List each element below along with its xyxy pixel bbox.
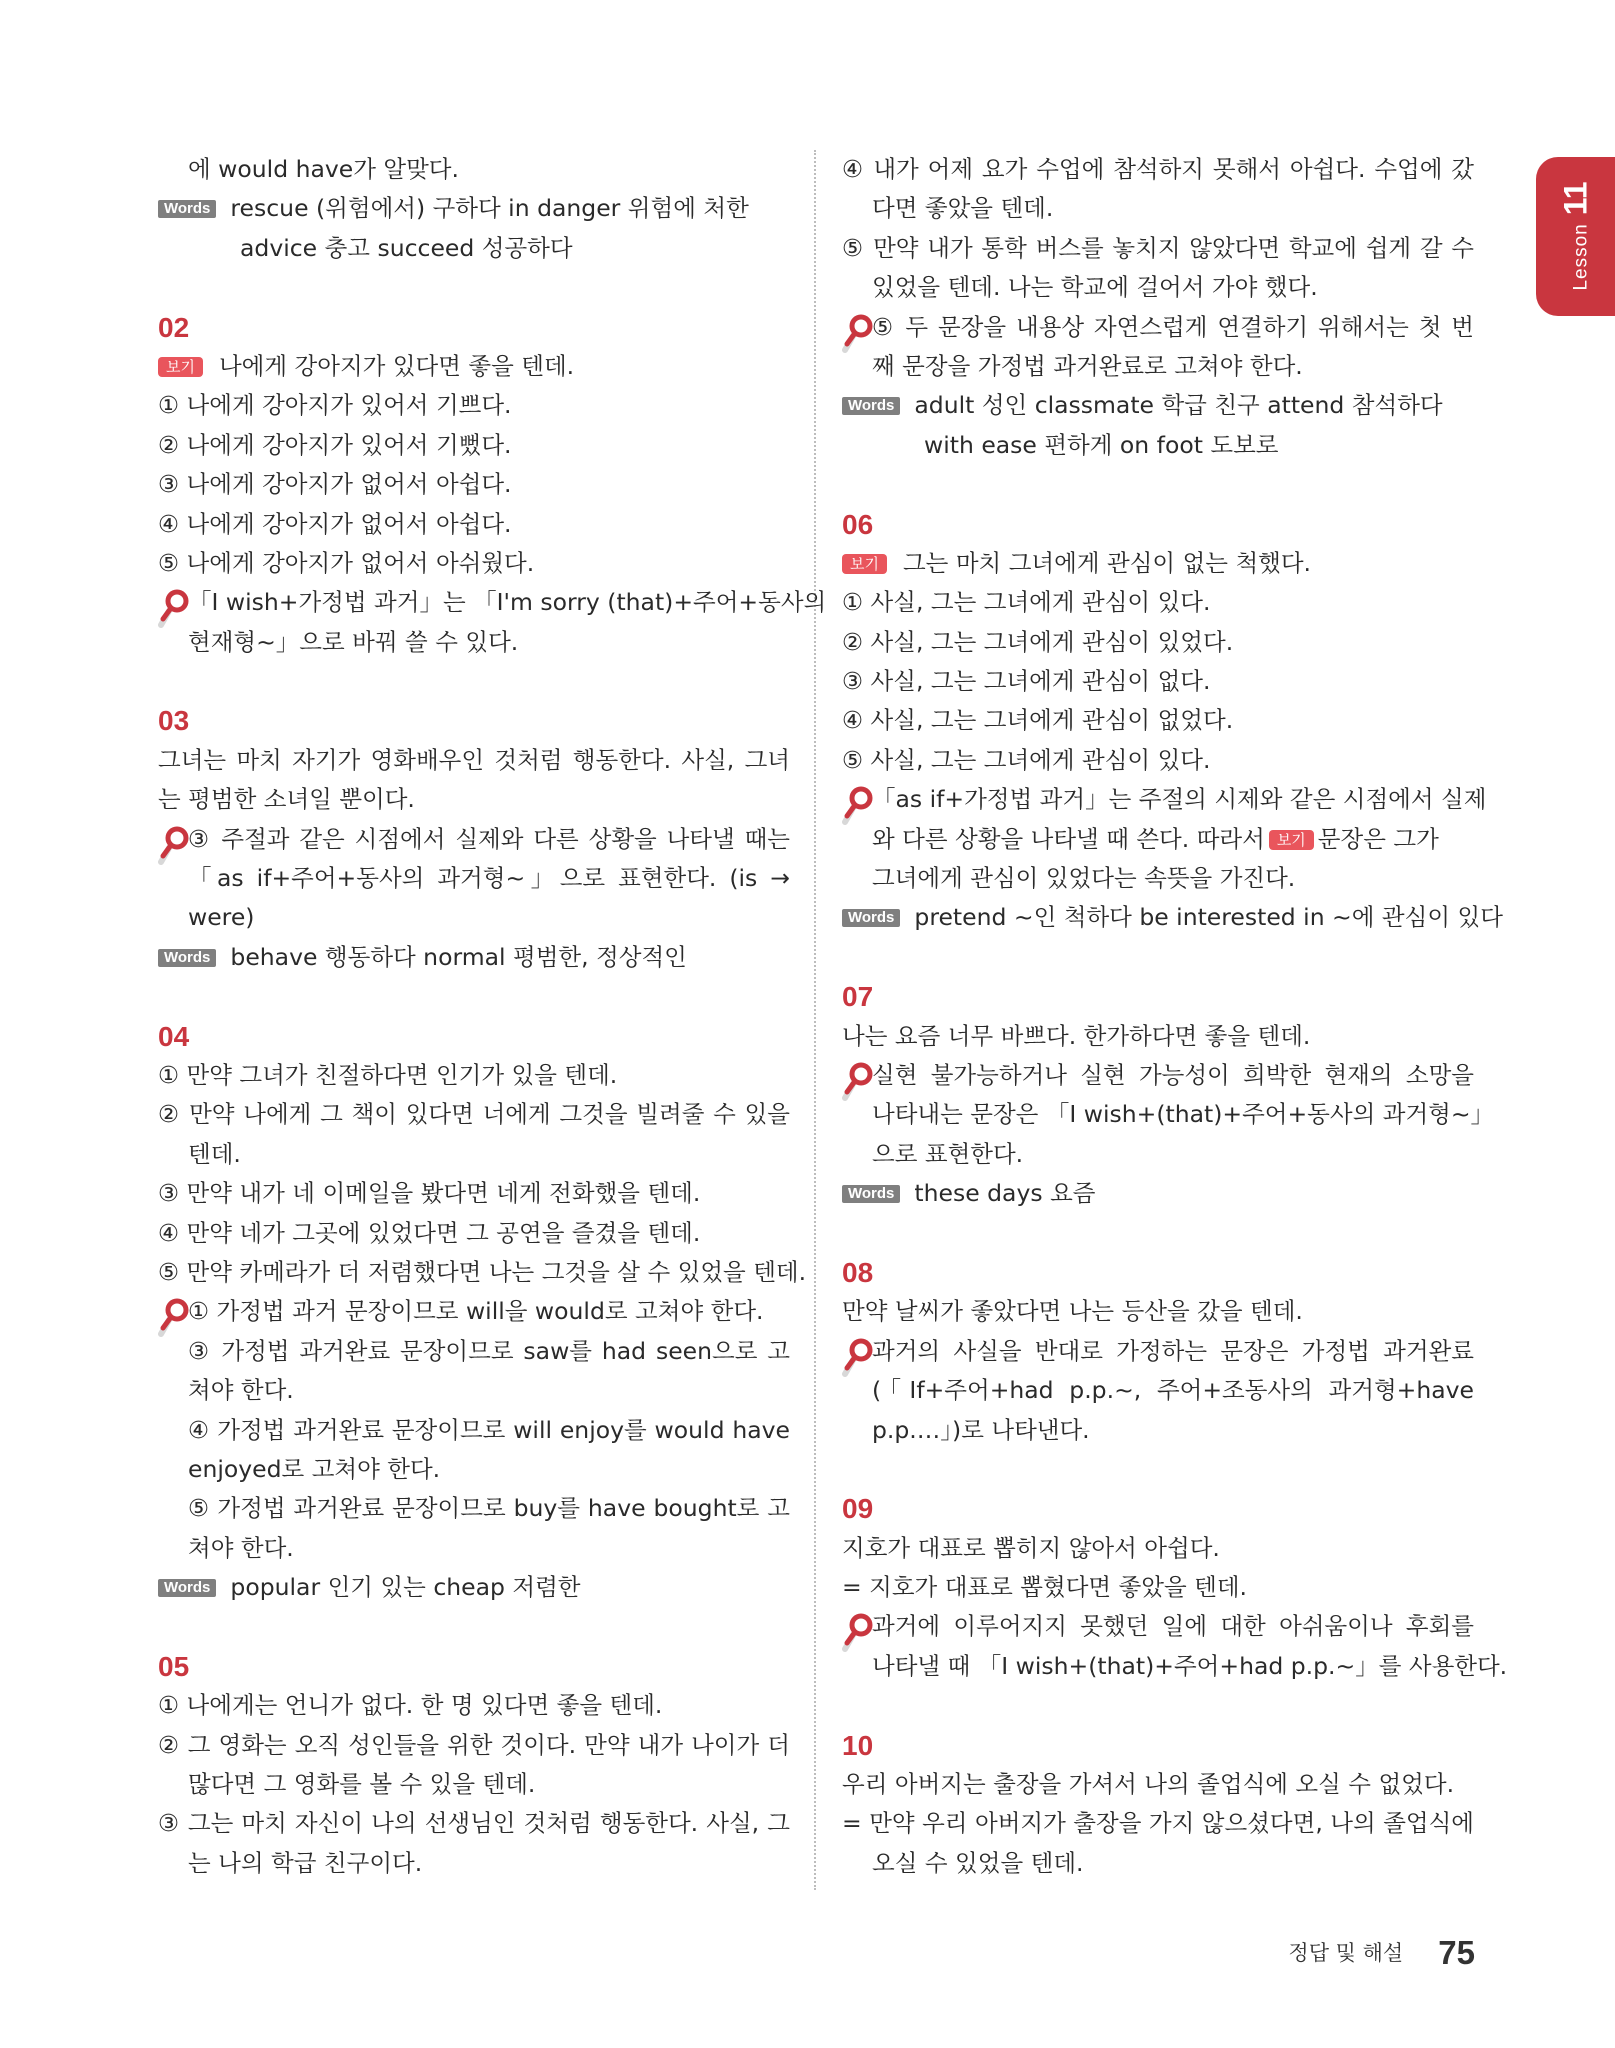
question-number <box>842 1253 1474 1292</box>
question-number-text: 06 <box>842 508 874 540</box>
section-gap <box>158 662 790 701</box>
text-line: 현재형~」으로 바꿔 쓸 수 있다. <box>188 627 519 656</box>
text-line: 는 평범한 소녀일 뿐이다. <box>158 785 415 814</box>
key-point-line <box>158 1292 790 1331</box>
text-line: 그녀는 마치 자기가 영화배우인 것처럼 행동한다. 사실, 그녀 <box>158 745 790 774</box>
text-line: ⑤ 만약 카메라가 더 저렴했다면 나는 그것을 살 수 있었을 텐데. <box>158 1257 807 1286</box>
question-number <box>158 1017 790 1056</box>
vocabulary-text: pretend ~인 척하다 be interested in ~에 관심이 있다 <box>914 903 1503 932</box>
key-point-line <box>158 583 827 622</box>
question-number-text: 07 <box>842 981 874 1013</box>
question-number <box>158 701 790 740</box>
explanation-line <box>842 820 1474 859</box>
words-badge: Words <box>158 200 216 218</box>
example-badge: 보기 <box>1269 830 1314 850</box>
question-number-text: 05 <box>158 1650 190 1682</box>
text-line: ① 나에게 강아지가 있어서 기쁘다. <box>158 391 512 420</box>
text-line: (「If+주어+had p.p.~, 주어+조동사의 과거형+have <box>872 1376 1474 1405</box>
lesson-word: Lesson <box>1570 223 1592 291</box>
text-line: ② 만약 나에게 그 책이 있다면 너에게 그것을 빌려줄 수 있을 <box>158 1100 790 1129</box>
example-badge: 보기 <box>158 357 203 377</box>
words-badge: Words <box>842 1185 900 1203</box>
text-line: 다면 좋았을 텐데. <box>872 194 1054 223</box>
text-line: enjoyed로 고쳐야 한다. <box>188 1454 441 1483</box>
text-line: 는 나의 학급 친구이다. <box>188 1848 423 1877</box>
text-line: 오실 수 있었을 텐데. <box>872 1848 1084 1877</box>
text-line: ⑤ 사실, 그는 그녀에게 관심이 있다. <box>842 745 1211 774</box>
text-line: ⑤ 나에게 강아지가 없어서 아쉬웠다. <box>158 548 535 577</box>
page-footer <box>1288 1934 1475 1972</box>
section-gap <box>158 1607 790 1646</box>
text-line: 나타낼 때 「I wish+(that)+주어+had p.p.~」를 사용한다. <box>872 1651 1508 1680</box>
question-number-text: 04 <box>158 1020 190 1052</box>
section-gap <box>842 1214 1474 1253</box>
text-line: ④ 만약 네가 그곳에 있었다면 그 공연을 즐겼을 텐데. <box>158 1218 701 1247</box>
text-line: were) <box>188 903 255 932</box>
text-line: 쳐야 한다. <box>188 1533 294 1562</box>
key-point-line <box>842 1056 1474 1095</box>
text-line: 있었을 텐데. 나는 학교에 걸어서 가야 했다. <box>872 273 1318 302</box>
vocabulary-text: adult 성인 classmate 학급 친구 attend 참석하다 <box>914 391 1443 420</box>
question-number <box>842 1489 1474 1528</box>
words-line <box>158 189 790 228</box>
section-gap <box>158 268 790 307</box>
text-line: ④ 사실, 그는 그녀에게 관심이 없었다. <box>842 706 1234 735</box>
text-line: = 지호가 대표로 뽑혔다면 좋았을 텐데. <box>842 1573 1248 1602</box>
vocabulary-text: rescue (위험에서) 구하다 in danger 위험에 처한 <box>230 194 749 223</box>
text-line: with ease 편하게 on foot 도보로 <box>924 430 1279 459</box>
text-line: 그녀에게 관심이 있었다는 속뜻을 가진다. <box>872 864 1296 893</box>
key-point-text: ① 가정법 과거 문장이므로 will을 would로 고쳐야 한다. <box>188 1297 764 1326</box>
text-line: 나는 요즘 너무 바쁘다. 한가하다면 좋을 텐데. <box>842 1021 1311 1050</box>
lesson-number: 11 <box>1557 181 1594 216</box>
section-gap <box>842 938 1474 977</box>
text-line: 으로 표현한다. <box>872 1139 1024 1168</box>
text-line: 많다면 그 영화를 볼 수 있을 텐데. <box>188 1770 536 1799</box>
key-point-line <box>158 820 790 859</box>
text-line: ④ 가정법 과거완료 문장이므로 will enjoy를 would have <box>188 1415 790 1444</box>
explanation-text: 문장은 그가 <box>1317 824 1439 853</box>
question-number-text: 02 <box>158 311 190 343</box>
left-column <box>158 150 827 1883</box>
words-line <box>158 1568 790 1607</box>
text-line: ④ 내가 어제 요가 수업에 참석하지 못해서 아쉽다. 수업에 갔 <box>842 155 1474 183</box>
words-badge: Words <box>842 909 900 927</box>
text-line: 만약 날씨가 좋았다면 나는 등산을 갔을 텐데. <box>842 1297 1303 1326</box>
example-text: 나에게 강아지가 있다면 좋을 텐데. <box>218 351 575 380</box>
section-gap <box>158 977 790 1016</box>
text-line: ③ 사실, 그는 그녀에게 관심이 없다. <box>842 667 1211 696</box>
key-point-text: 과거의 사실을 반대로 가정하는 문장은 가정법 과거완료 <box>872 1336 1474 1365</box>
key-point-text: 「as if+가정법 과거」는 주절의 시제와 같은 시점에서 실제 <box>872 785 1487 814</box>
text-line: 지호가 대표로 뽑히지 않아서 아쉽다. <box>842 1533 1220 1562</box>
example-line <box>842 544 1474 583</box>
text-line: ③ 그는 마치 자신이 나의 선생님인 것처럼 행동한다. 사실, 그 <box>158 1809 790 1838</box>
words-badge: Words <box>842 397 900 415</box>
vocabulary-text: popular 인기 있는 cheap 저렴한 <box>230 1573 581 1602</box>
words-line <box>842 1174 1474 1213</box>
text-line: ② 사실, 그는 그녀에게 관심이 있었다. <box>842 627 1234 656</box>
footer-label: 정답 및 해설 <box>1288 1941 1404 1965</box>
text-line: ① 나에게는 언니가 없다. 한 명 있다면 좋을 텐데. <box>158 1691 663 1720</box>
question-number <box>842 1726 1474 1765</box>
explanation-text: 와 다른 상황을 나타낼 때 쓴다. 따라서 <box>872 824 1265 853</box>
key-point-line <box>842 1332 1474 1371</box>
example-badge: 보기 <box>842 554 887 574</box>
page-number: 75 <box>1438 1934 1475 1971</box>
key-point-text: 과거에 이루어지지 못했던 일에 대한 아쉬움이나 후회를 <box>872 1612 1474 1641</box>
section-gap <box>842 465 1474 504</box>
text-line: ③ 나에게 강아지가 없어서 아쉽다. <box>158 470 512 499</box>
key-point-text: 실현 불가능하거나 실현 가능성이 희박한 현재의 소망을 <box>872 1060 1474 1089</box>
question-number <box>842 977 1474 1016</box>
text-line: ⑤ 가정법 과거완료 문장이므로 buy를 have bought로 고 <box>188 1494 790 1523</box>
text-line: ② 그 영화는 오직 성인들을 위한 것이다. 만약 내가 나이가 더 <box>158 1730 790 1759</box>
text-line: ⑤ 만약 내가 통학 버스를 놓치지 않았다면 학교에 쉽게 갈 수 <box>842 233 1474 262</box>
question-number <box>158 308 790 347</box>
vocabulary-text: these days 요즘 <box>914 1179 1096 1208</box>
words-line <box>842 386 1474 425</box>
text-line: 텐데. <box>188 1139 241 1168</box>
key-point-text: ③ 주절과 같은 시점에서 실제와 다른 상황을 나타낼 때는 <box>188 824 790 853</box>
key-point-line <box>842 308 1474 347</box>
column-divider <box>814 150 816 1890</box>
text-line: 「as if+주어+동사의 과거형~」으로 표현한다. (is → <box>188 864 790 893</box>
question-number-text: 03 <box>158 705 190 737</box>
text-line: ① 사실, 그는 그녀에게 관심이 있다. <box>842 588 1211 617</box>
question-number <box>842 505 1474 544</box>
text-line: 째 문장을 가정법 과거완료로 고쳐야 한다. <box>872 351 1303 380</box>
text-line: 우리 아버지는 출장을 가셔서 나의 졸업식에 오실 수 없었다. <box>842 1770 1455 1799</box>
key-point-text: 「I wish+가정법 과거」는 「I'm sorry (that)+주어+동사의 <box>188 588 827 617</box>
question-number-text: 09 <box>842 1493 874 1525</box>
words-line <box>158 938 790 977</box>
question-number <box>158 1647 790 1686</box>
text-line: ② 나에게 강아지가 있어서 기뻤다. <box>158 430 512 459</box>
text-line: ③ 만약 내가 네 이메일을 봤다면 네게 전화했을 텐데. <box>158 1179 701 1208</box>
right-column <box>842 150 1508 1883</box>
words-badge: Words <box>158 949 216 967</box>
words-line <box>842 898 1503 937</box>
key-point-line <box>842 780 1487 819</box>
text-line: = 만약 우리 아버지가 출장을 가지 않으셨다면, 나의 졸업식에 <box>842 1809 1474 1838</box>
text-line: ① 만약 그녀가 친절하다면 인기가 있을 텐데. <box>158 1060 618 1089</box>
text-line: 나타내는 문장은 「I wish+(that)+주어+동사의 과거형~」 <box>872 1100 1495 1129</box>
text-line: ③ 가정법 과거완료 문장이므로 saw를 had seen으로 고 <box>188 1336 790 1365</box>
example-text: 그는 마치 그녀에게 관심이 없는 척했다. <box>902 548 1312 577</box>
text-line: 에 would have가 알맞다. <box>188 155 459 183</box>
lesson-label <box>1558 181 1595 290</box>
text-line: p.p.…」)로 나타낸다. <box>872 1415 1090 1444</box>
text-line: advice 충고 succeed 성공하다 <box>240 233 573 262</box>
text-line: 쳐야 한다. <box>188 1376 294 1405</box>
section-gap <box>842 1686 1474 1725</box>
key-point-line <box>842 1607 1474 1646</box>
words-badge: Words <box>158 1579 216 1597</box>
question-number-text: 08 <box>842 1256 874 1288</box>
section-gap <box>842 1450 1474 1489</box>
key-point-text: ⑤ 두 문장을 내용상 자연스럽게 연결하기 위해서는 첫 번 <box>872 312 1474 341</box>
vocabulary-text: behave 행동하다 normal 평범한, 정상적인 <box>230 942 687 971</box>
example-line <box>158 347 790 386</box>
question-number-text: 10 <box>842 1729 874 1761</box>
text-line: ④ 나에게 강아지가 없어서 아쉽다. <box>158 509 512 538</box>
